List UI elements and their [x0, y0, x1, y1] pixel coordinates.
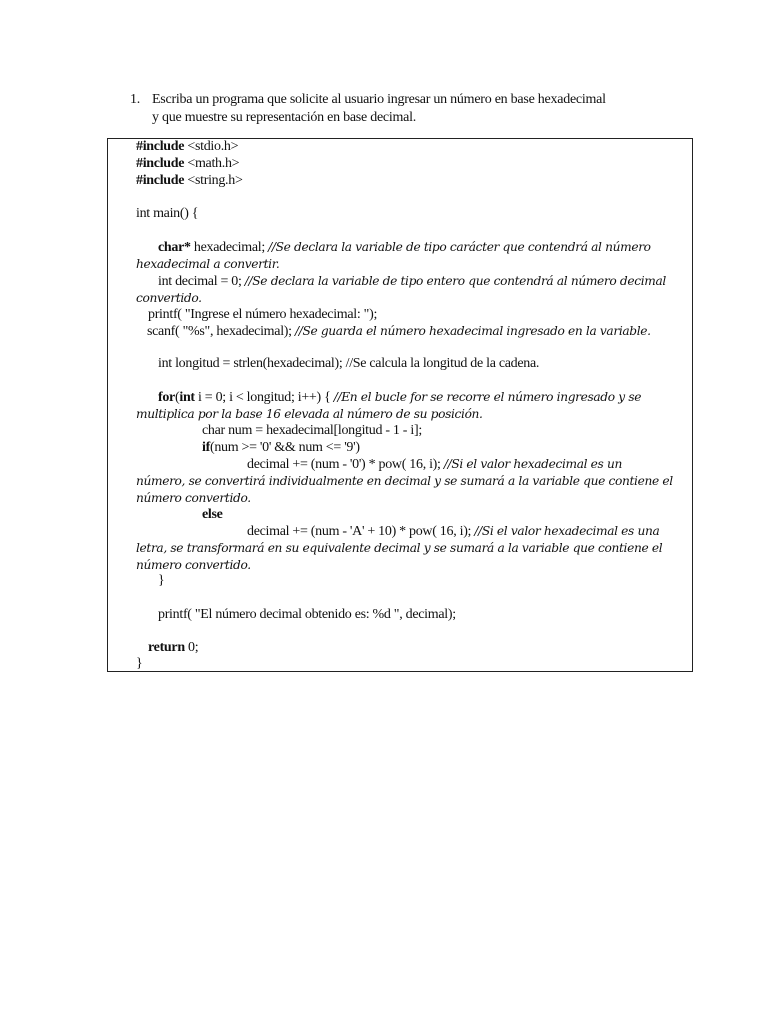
- code-comment: convertido.: [136, 291, 202, 305]
- code-box: [107, 138, 693, 672]
- code-type: int: [136, 206, 150, 221]
- code-printf-prompt: [136, 307, 684, 324]
- code-comment: letra, se transformará en su equivalente decimal y se sumará a la variable que contiene el: [136, 541, 663, 555]
- code-for-loop: [136, 389, 684, 407]
- code-text: printf( "El número decimal obtenido es: %d ", decimal);: [158, 607, 456, 622]
- code-text: decimal += (num - 'A' + 10) * pow( 16, i);: [247, 524, 475, 539]
- code-text: 0;: [184, 640, 199, 655]
- code-text: scanf( "%s", hexadecimal);: [147, 324, 295, 339]
- code-text: decimal = 0;: [171, 274, 245, 289]
- code-type: int: [158, 356, 172, 371]
- question-line-1: Escriba un programa que solicite al usuario ingresar un número en base hexadecimal: [152, 92, 606, 107]
- code-keyword: if: [202, 440, 210, 455]
- code-text: (num >= '0' && num <= '9'): [209, 440, 360, 455]
- code-include-string: [136, 173, 684, 190]
- code-comment-continuation: [136, 473, 684, 491]
- question-line-2: y que muestre su representación en base decimal.: [152, 110, 417, 125]
- code-text: }: [136, 656, 143, 671]
- code-keyword: #include: [136, 156, 185, 171]
- code-include-stdio: [136, 139, 684, 156]
- code-type: char: [202, 423, 225, 438]
- code-comment-continuation: [136, 540, 684, 558]
- code-comment-continuation: [136, 490, 684, 508]
- code-text: num = hexadecimal[longitud - 1 - i];: [224, 423, 422, 438]
- code-main-signature: [136, 206, 684, 223]
- code-text: main() {: [149, 206, 199, 221]
- code-comment: multiplica por la base 16 elevada al número de su posición.: [136, 407, 483, 421]
- code-comment: //Se guarda el número hexadecimal ingresado en la variable.: [294, 324, 651, 338]
- code-comment: //Se declara la variable de tipo entero que contendrá al número decimal: [244, 274, 666, 288]
- code-decl-decimal: [136, 273, 684, 291]
- code-comment: //En el bucle for se recorre el número ingresado y se: [333, 390, 642, 404]
- code-keyword: char*: [158, 240, 191, 255]
- code-keyword: else: [202, 507, 223, 522]
- code-return: [136, 640, 684, 657]
- code-printf-result: [136, 607, 684, 624]
- code-comment: //Si el valor hexadecimal es una: [474, 524, 660, 538]
- code-keyword: for: [158, 390, 175, 405]
- code-text: (: [174, 390, 180, 405]
- code-comment: número, se convertirá individualmente en decimal y se sumará a la variable que contiene el: [136, 474, 673, 488]
- code-decimal-digit: [136, 456, 684, 474]
- code-text: hexadecimal;: [190, 240, 269, 255]
- code-decl-hexadecimal: [136, 239, 684, 257]
- code-include-math: [136, 156, 684, 173]
- code-comment: //Si el valor hexadecimal es un: [443, 457, 622, 471]
- code-keyword: return: [148, 640, 185, 655]
- code-scanf: [136, 323, 684, 341]
- code-close-for: [136, 573, 684, 590]
- code-decimal-letter: [136, 523, 684, 541]
- code-keyword: #include: [136, 139, 185, 154]
- code-text: <string.h>: [184, 173, 243, 188]
- code-char-num: [136, 423, 684, 440]
- code-comment-continuation: [136, 256, 684, 274]
- code-comment-continuation: [136, 406, 684, 424]
- code-keyword: #include: [136, 173, 185, 188]
- code-comment: número convertido.: [136, 491, 251, 505]
- code-text: decimal += (num - '0') * pow( 16, i);: [247, 457, 444, 472]
- code-text: }: [158, 573, 165, 588]
- code-comment: número convertido.: [136, 558, 251, 572]
- code-else: [136, 507, 684, 524]
- code-text: i = 0; i < longitud; i++) {: [194, 390, 334, 405]
- code-close-main: [136, 656, 684, 673]
- code-comment: //Se declara la variable de tipo carácter que contendrá al número: [268, 240, 651, 254]
- code-keyword: int: [179, 390, 195, 405]
- code-type: int: [158, 274, 172, 289]
- exercise-question: [130, 91, 690, 127]
- code-text: <math.h>: [184, 156, 240, 171]
- code-comment-continuation: [136, 290, 684, 308]
- code-if: [136, 440, 684, 457]
- code-text: printf( "Ingrese el número hexadecimal: ");: [148, 307, 378, 322]
- question-number: 1.: [130, 92, 140, 107]
- code-comment: hexadecimal a convertir.: [136, 257, 280, 271]
- code-text: <stdio.h>: [184, 139, 239, 154]
- code-longitud: [136, 356, 684, 373]
- code-text: longitud = strlen(hexadecimal); //Se calcula la longitud de la cadena.: [171, 356, 540, 371]
